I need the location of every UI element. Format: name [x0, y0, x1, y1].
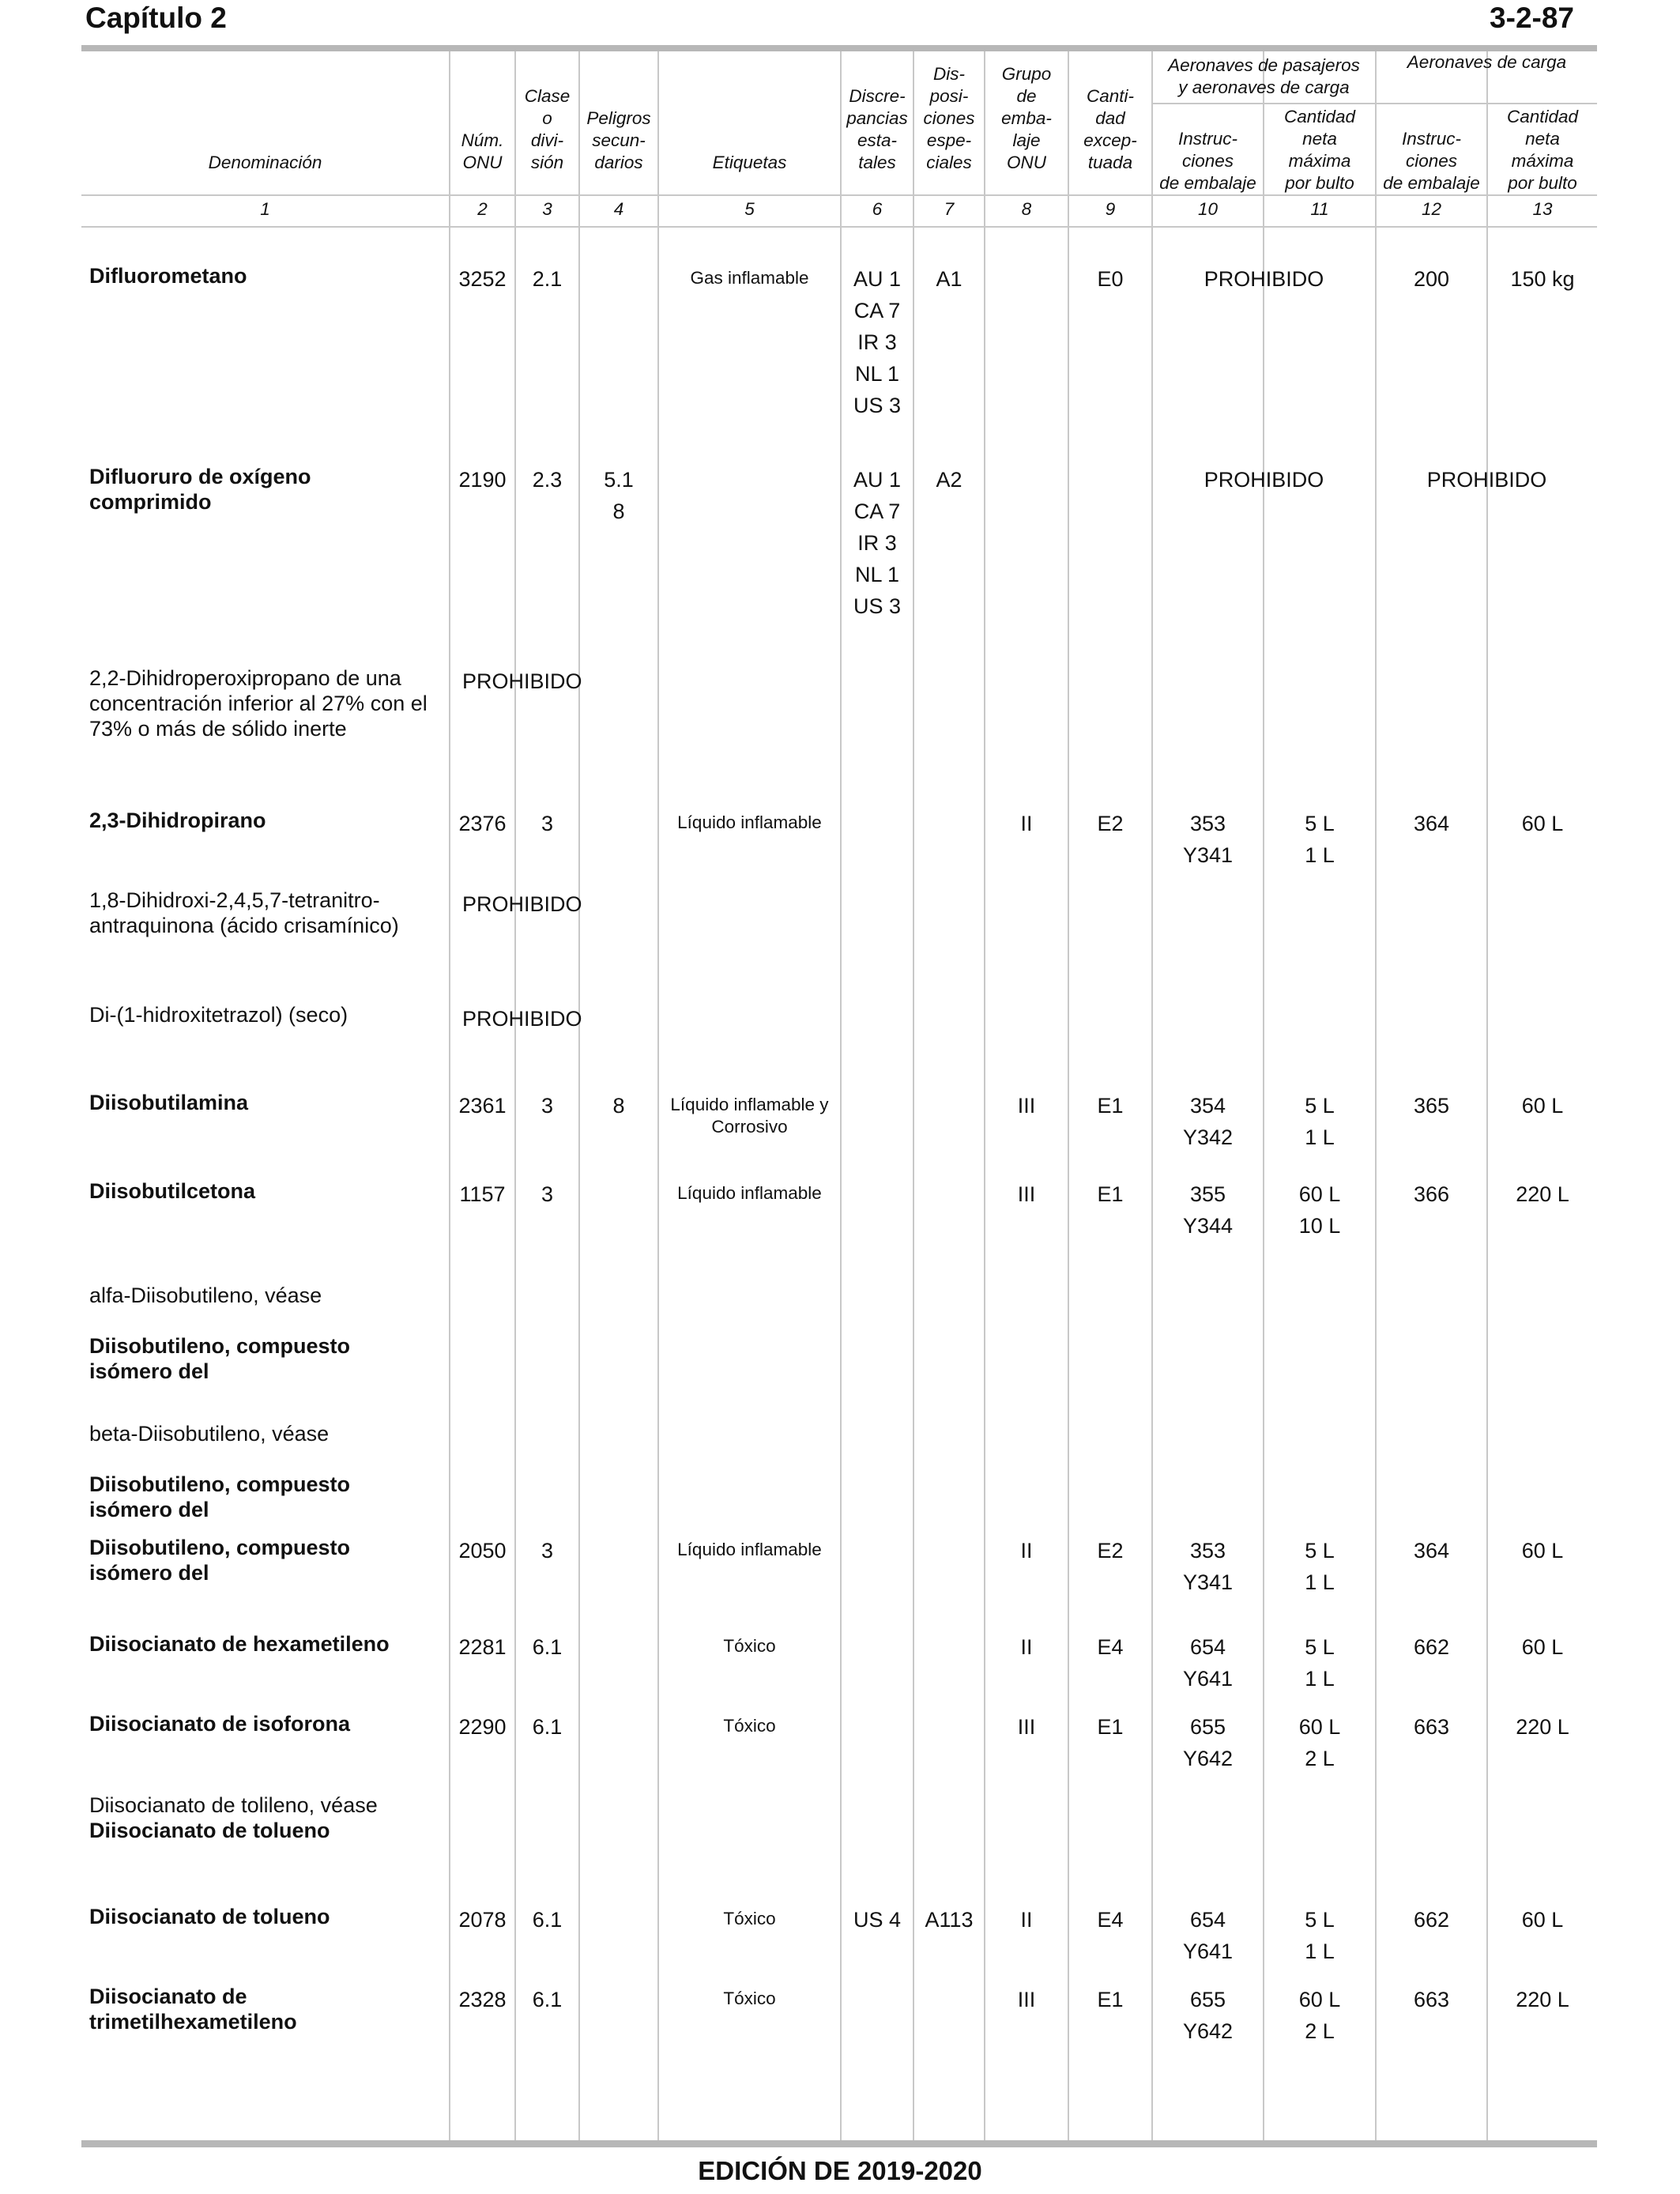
table-row-name: Diisocianato de hexametileno [89, 1632, 390, 1656]
cargo-packing-instruction: 365 [1413, 1094, 1450, 1118]
hazard-label: Tóxico [723, 1909, 776, 1928]
cargo-packing-instruction: 364 [1413, 812, 1450, 835]
un-number: 2376 [458, 812, 507, 835]
table-row-name: Diisobutilcetona [89, 1179, 256, 1203]
pax-packing-instruction: 353 Y341 [1182, 812, 1234, 867]
cargo-max-quantity: 150 kg [1510, 267, 1575, 291]
un-number: 1157 [459, 1182, 506, 1206]
excepted-quantity: E2 [1097, 1539, 1124, 1563]
header-subsidiary-hazards: Peligros secun- darios [586, 108, 651, 172]
prohibited-notice: PROHIBIDO [462, 892, 582, 916]
un-number: 2290 [458, 1715, 507, 1739]
special-provisions: A2 [936, 468, 962, 492]
header-passenger-cargo-aircraft: Aeronaves de pasajeros y aeronaves de carga [1168, 55, 1360, 97]
state-variations: AU 1 CA 7 IR 3 NL 1 US 3 [853, 267, 902, 417]
un-number: 2050 [458, 1539, 507, 1563]
edition-footer: EDICIÓN DE 2019-2020 [698, 2156, 982, 2185]
column-number: 12 [1421, 199, 1442, 219]
top-rule [81, 45, 1597, 51]
hazard-label: Gas inflamable [690, 268, 809, 288]
pax-max-quantity: 5 L 1 L [1305, 1094, 1335, 1149]
bottom-rule [81, 2140, 1597, 2147]
column-number: 8 [1021, 199, 1032, 219]
cargo-max-quantity: 220 L [1516, 1715, 1569, 1739]
cargo-packing-instruction: 663 [1413, 1715, 1450, 1739]
hazard-class: 3 [541, 1094, 554, 1118]
hazard-label: Líquido inflamable y Corrosivo [670, 1095, 829, 1137]
pax-packing-instruction: 655 Y642 [1182, 1988, 1234, 2043]
column-number: 10 [1197, 199, 1219, 219]
hazard-label: Líquido inflamable [677, 1540, 822, 1559]
pax-max-quantity: 5 L 1 L [1305, 1908, 1335, 1963]
column-number: 6 [872, 199, 883, 219]
un-number: 2078 [458, 1908, 507, 1932]
un-number: 3252 [458, 267, 507, 291]
pax-prohibited: PROHIBIDO [1203, 468, 1324, 492]
column-number: 3 [542, 199, 552, 219]
cargo-packing-instruction: 663 [1413, 1988, 1450, 2011]
hazard-label: Líquido inflamable [677, 1183, 822, 1203]
cargo-max-quantity: 220 L [1516, 1988, 1569, 2011]
packing-group: III [1017, 1715, 1036, 1739]
hazard-class: 6.1 [532, 1635, 563, 1659]
column-number: 1 [260, 199, 270, 219]
table-row-name: Difluorometano [89, 264, 247, 288]
packing-group: III [1017, 1182, 1036, 1206]
table-row-name: Diisocianato de trimetilhexametileno [89, 1985, 297, 2034]
un-number: 2281 [458, 1635, 507, 1659]
column-number: 11 [1310, 199, 1329, 219]
cargo-packing-instruction: 200 [1413, 267, 1450, 291]
table-row-name: 2,2-Dihidroperoxipropano de una concentración inferior al 27% con el 73% o más de sólido inerte [89, 666, 428, 741]
un-number: 2328 [458, 1988, 507, 2011]
pax-packing-instruction: 654 Y641 [1182, 1635, 1234, 1691]
excepted-quantity: E4 [1097, 1635, 1124, 1659]
header-denominacion: Denominación [208, 153, 322, 172]
cargo-prohibited: PROHIBIDO [1426, 468, 1547, 492]
header-special-provisions: Dis- posi- ciones espe- ciales [923, 64, 975, 172]
state-variations: US 4 [853, 1908, 902, 1932]
un-number: 2361 [458, 1094, 507, 1118]
header-labels: Etiquetas [712, 153, 787, 172]
column-number: 2 [477, 199, 488, 219]
cargo-max-quantity: 60 L [1521, 1635, 1564, 1659]
cross-reference-row: Diisocianato de tolileno, véase Diisocianato de tolueno [89, 1793, 378, 1842]
pax-packing-instruction: 655 Y642 [1182, 1715, 1234, 1770]
hazard-label: Tóxico [723, 1716, 776, 1736]
column-number: 4 [613, 199, 624, 219]
pax-packing-instruction: 353 Y341 [1182, 1539, 1234, 1594]
header-pax-max-net-quantity: Cantidad neta máxima por bulto [1283, 107, 1356, 193]
cargo-packing-instruction: 662 [1413, 1635, 1450, 1659]
cargo-packing-instruction: 662 [1413, 1908, 1450, 1932]
excepted-quantity: E0 [1097, 267, 1124, 291]
hazard-class: 3 [541, 1182, 554, 1206]
column-number: 9 [1105, 199, 1116, 219]
table-row-name: 1,8-Dihidroxi-2,4,5,7-tetranitro- antraquinona (ácido crisamínico) [89, 888, 399, 937]
hazard-class: 6.1 [532, 1715, 563, 1739]
pax-packing-instruction: 654 Y641 [1182, 1908, 1234, 1963]
table-row-name: 2,3-Dihidropirano [89, 809, 266, 832]
column-divider [913, 51, 914, 2140]
excepted-quantity: E1 [1097, 1988, 1124, 2011]
hazard-class: 6.1 [532, 1988, 563, 2011]
header-excepted-quantity: Canti- dad excep- tuada [1083, 86, 1137, 172]
excepted-quantity: E4 [1097, 1908, 1124, 1932]
packing-group: II [1020, 1908, 1033, 1932]
hazard-label: Líquido inflamable [677, 812, 822, 832]
special-provisions: A113 [925, 1908, 974, 1932]
pax-max-quantity: 5 L 1 L [1305, 1539, 1335, 1594]
table-row-name: Diisocianato de tolueno [89, 1905, 330, 1928]
column-number-divider [81, 226, 1597, 228]
cross-reference-row: beta-Diisobutileno, véase Diisobutileno, compuesto isómero del [89, 1422, 351, 1521]
un-number: 2190 [458, 468, 507, 492]
pax-max-quantity: 60 L 2 L [1298, 1988, 1341, 2043]
packing-group: III [1017, 1094, 1036, 1118]
cargo-max-quantity: 60 L [1521, 1539, 1564, 1563]
hazard-class: 2.1 [532, 267, 563, 291]
column-number: 13 [1532, 199, 1553, 219]
column-number: 5 [744, 199, 755, 219]
packing-group: II [1020, 1635, 1033, 1659]
pax-max-quantity: 60 L 2 L [1298, 1715, 1341, 1770]
table-row-name: Diisobutileno, compuesto isómero del [89, 1536, 351, 1585]
header-packing-group: Grupo de emba- laje ONU [1001, 64, 1052, 172]
table-row-name: Diisobutilamina [89, 1091, 249, 1114]
cargo-packing-instruction: 366 [1413, 1182, 1450, 1206]
header-pax-packing-instructions: Instruc- ciones de embalaje [1159, 129, 1256, 193]
packing-group: II [1020, 812, 1033, 835]
excepted-quantity: E1 [1097, 1094, 1124, 1118]
header-cargo-packing-instructions: Instruc- ciones de embalaje [1383, 129, 1480, 193]
table-row-name: Difluoruro de oxígeno comprimido [89, 465, 311, 514]
cargo-max-quantity: 220 L [1516, 1182, 1569, 1206]
hazard-class: 3 [541, 1539, 554, 1563]
hazard-label: Tóxico [723, 1636, 776, 1656]
header-un-number: Núm. ONU [461, 130, 504, 172]
pax-packing-instruction: 355 Y344 [1182, 1182, 1234, 1238]
header-cargo-aircraft: Aeronaves de carga [1407, 52, 1567, 72]
cargo-max-quantity: 60 L [1521, 812, 1564, 835]
state-variations: AU 1 CA 7 IR 3 NL 1 US 3 [853, 468, 902, 618]
cargo-max-quantity: 60 L [1521, 1094, 1564, 1118]
cross-reference-row: alfa-Diisobutileno, véase Diisobutileno, compuesto isómero del [89, 1284, 351, 1383]
prohibited-notice: PROHIBIDO [462, 669, 582, 693]
cargo-packing-instruction: 364 [1413, 1539, 1450, 1563]
subsidiary-hazards: 5.1 8 [604, 468, 634, 523]
hazard-class: 3 [541, 812, 554, 835]
table-row-name: Diisocianato de isoforona [89, 1712, 351, 1736]
pax-max-quantity: 5 L 1 L [1305, 812, 1335, 867]
header-cargo-max-net-quantity: Cantidad neta máxima por bulto [1506, 107, 1579, 193]
hazard-class: 2.3 [532, 468, 563, 492]
packing-group: II [1020, 1539, 1033, 1563]
cargo-max-quantity: 60 L [1521, 1908, 1564, 1932]
table-row-name: Di-(1-hidroxitetrazol) (seco) [89, 1003, 348, 1027]
header-divider [81, 194, 1597, 196]
hazard-label: Tóxico [723, 1989, 776, 2008]
excepted-quantity: E1 [1097, 1182, 1124, 1206]
page-number: 3-2-87 [1490, 2, 1574, 34]
excepted-quantity: E1 [1097, 1715, 1124, 1739]
pax-packing-instruction: 354 Y342 [1182, 1094, 1234, 1149]
column-number: 7 [944, 199, 955, 219]
header-class: Clase o divi- sión [524, 86, 571, 172]
pax-max-quantity: 60 L 10 L [1298, 1182, 1341, 1238]
special-provisions: A1 [936, 267, 962, 291]
header-state-variations: Discre- pancias esta- tales [846, 86, 908, 172]
excepted-quantity: E2 [1097, 812, 1124, 835]
pax-prohibited: PROHIBIDO [1203, 267, 1324, 291]
hazard-class: 6.1 [532, 1908, 563, 1932]
packing-group: III [1017, 1988, 1036, 2011]
prohibited-notice: PROHIBIDO [462, 1007, 582, 1031]
subsidiary-hazards: 8 [612, 1094, 625, 1118]
chapter-title: Capítulo 2 [85, 2, 227, 34]
pax-max-quantity: 5 L 1 L [1305, 1635, 1335, 1691]
